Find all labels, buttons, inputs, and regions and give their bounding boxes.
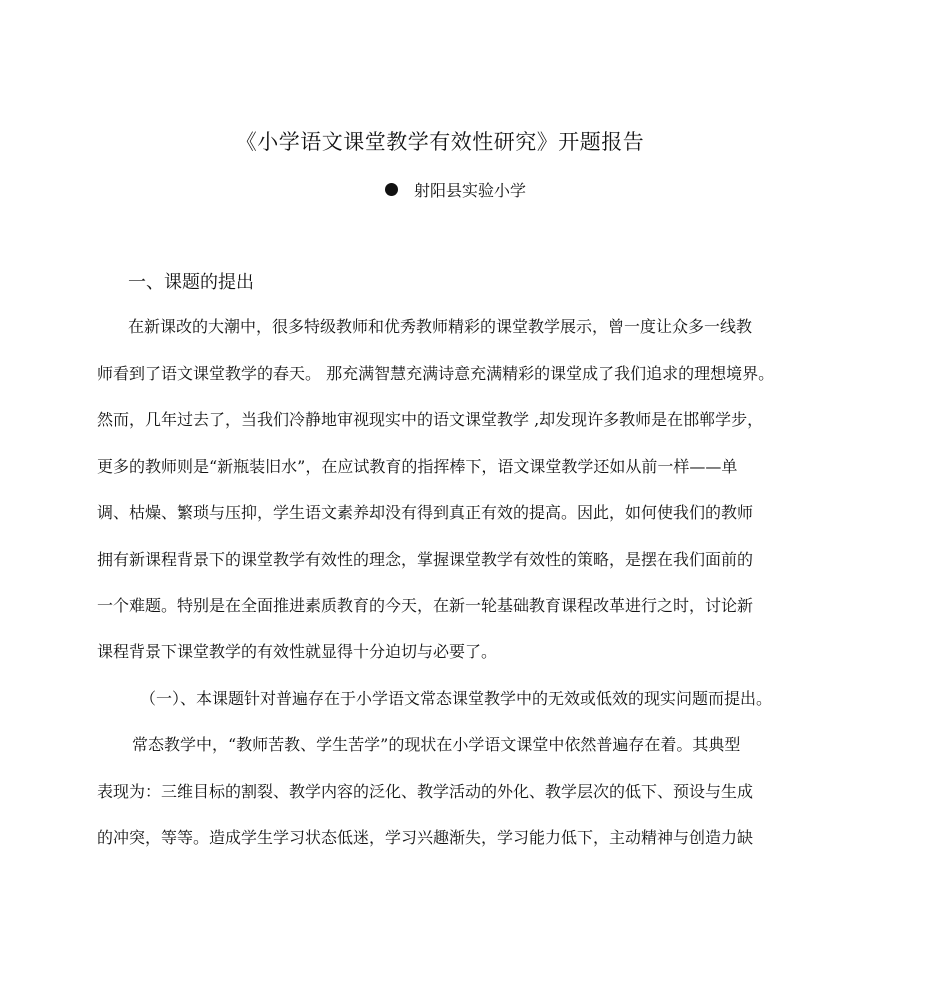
paragraph-line: 更多的教师则是“新瓶装旧水”，在应试教育的指挥棒下，语文课堂教学还如从前一样——单 [97,457,738,476]
paragraph-line: 师看到了语文课堂教学的春天。 那充满智慧充满诗意充满精彩的课堂成了我们追求的理想境界。 [97,364,775,383]
paragraph-line: 的冲突，等等。造成学生学习状态低迷，学习兴趣渐失，学习能力低下，主动精神与创造力缺 [97,828,754,847]
subheading: （一）、本课题针对普遍存在于小学语文常态课堂教学中的无效或低效的现实问题而提出。 [140,689,773,708]
paragraph-line: 表现为：三维目标的割裂、教学内容的泛化、教学活动的外化、教学层次的低下、预设与生成 [97,782,754,801]
paragraph-line: 然而，几年过去了，当我们冷静地审视现实中的语文课堂教学 ,却发现许多教师是在邯郸学步， [97,410,764,429]
bullet-icon [385,183,398,196]
paragraph-line: 拥有新课程背景下的课堂教学有效性的理念，掌握课堂教学有效性的策略，是摆在我们面前的 [97,550,754,569]
paragraph-line: 一个难题。特别是在全面推进素质教育的今天，在新一轮基础教育课程改革进行之时，讨论新 [97,596,754,615]
author-line [385,178,526,201]
section-heading: 一、课题的提出 [128,272,254,293]
paragraph-line: 常态教学中，“教师苦教、学生苦学”的现状在小学语文课堂中依然普遍存在着。其典型 [132,735,741,754]
paragraph-line: 在新课改的大潮中，很多特级教师和优秀教师精彩的课堂教学展示，曾一度让众多一线教 [128,317,753,336]
paragraph-line: 调、枯燥、繁琐与压抑，学生语文素养却没有得到真正有效的提高。因此，如何使我们的教师 [97,503,754,522]
document-title: 《小学语文课堂教学有效性研究》开题报告 [235,130,645,154]
author-name: 射阳县实验小学 [414,181,527,200]
paragraph-line: 课程背景下课堂教学的有效性就显得十分迫切与必要了。 [97,642,498,661]
